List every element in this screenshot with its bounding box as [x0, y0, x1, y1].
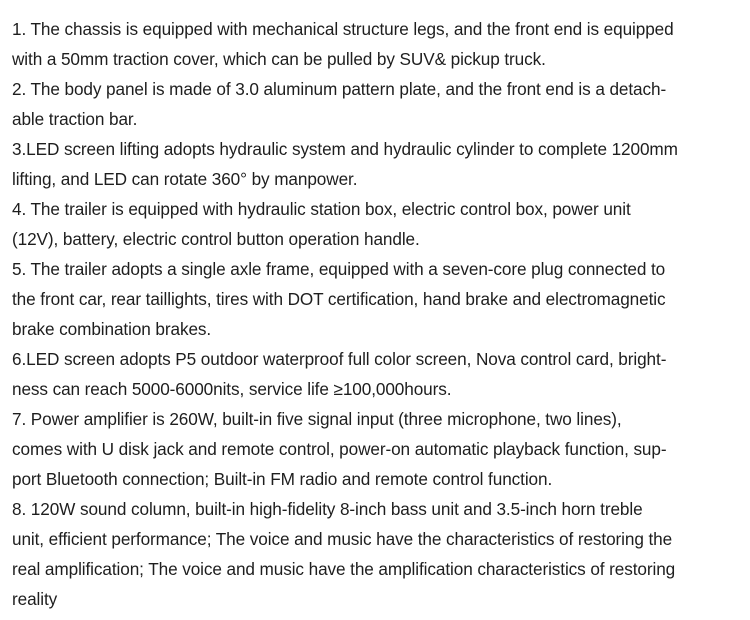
spec-line: the front car, rear taillights, tires with DOT certification, hand brake and electromagnetic — [12, 289, 666, 309]
spec-line: with a 50mm traction cover, which can be pulled by SUV& pickup truck. — [12, 49, 546, 69]
spec-line: 8. 120W sound column, built-in high-fidelity 8-inch bass unit and 3.5-inch horn treble — [12, 499, 643, 519]
spec-line: 1. The chassis is equipped with mechanical structure legs, and the front end is equipped — [12, 19, 674, 39]
spec-line: lifting, and LED can rotate 360° by manpower. — [12, 169, 358, 189]
spec-line: brake combination brakes. — [12, 319, 212, 339]
spec-item-7 — [12, 404, 738, 494]
spec-line: 5. The trailer adopts a single axle frame, equipped with a seven-core plug connected to — [12, 259, 666, 279]
spec-line: 6.LED screen adopts P5 outdoor waterproof full color screen, Nova control card, bright- — [12, 349, 667, 369]
spec-line: comes with U disk jack and remote control, power-on automatic playback function, sup- — [12, 439, 667, 459]
spec-item-3 — [12, 134, 738, 194]
spec-item-2 — [12, 74, 738, 134]
spec-item-1 — [12, 14, 738, 74]
spec-item-6 — [12, 344, 738, 404]
spec-line: unit, efficient performance; The voice and music have the characteristics of restoring the — [12, 529, 673, 549]
spec-line: 4. The trailer is equipped with hydraulic station box, electric control box, power unit — [12, 199, 631, 219]
spec-line: 2. The body panel is made of 3.0 aluminum pattern plate, and the front end is a detach- — [12, 79, 667, 99]
spec-line: ness can reach 5000-6000nits, service life ≥100,000hours. — [12, 379, 452, 399]
spec-item-4 — [12, 194, 738, 254]
spec-line: (12V), battery, electric control button operation handle. — [12, 229, 420, 249]
spec-line: port Bluetooth connection; Built-in FM radio and remote control function. — [12, 469, 553, 489]
spec-line: 3.LED screen lifting adopts hydraulic system and hydraulic cylinder to complete 1200mm — [12, 139, 678, 159]
spec-line: 7. Power amplifier is 260W, built-in five signal input (three microphone, two lines), — [12, 409, 622, 429]
spec-item-5 — [12, 254, 738, 344]
spec-line: real amplification; The voice and music have the amplification characteristics of restoring — [12, 559, 676, 579]
spec-line: able traction bar. — [12, 109, 138, 129]
spec-item-8 — [12, 494, 738, 614]
spec-line: reality — [12, 589, 58, 609]
